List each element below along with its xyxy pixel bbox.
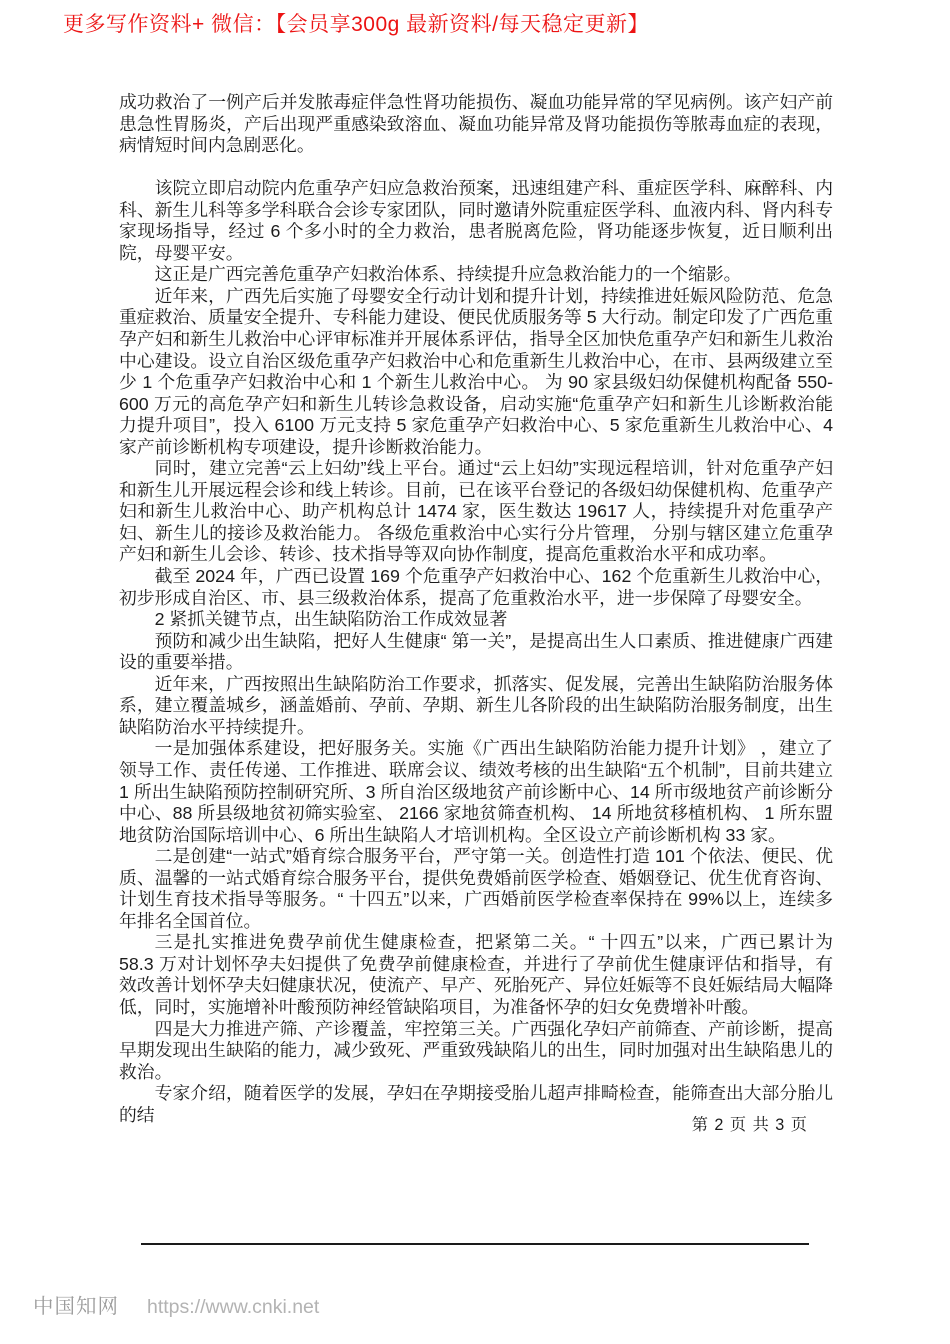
paragraph: 一是加强体系建设，把好服务关。实施《广西出生缺陷防治能力提升计划》 ，建立了领导工作、责任传递、工作推进、联席会议、绩效考核的出生缺陷“五个机制”，目前共建立 1 所出生缺陷预防控制研究所、3 所自治区级地贫产前诊断中心、14 所市级地贫产前诊断分中心、88 所县级地贫初筛实验室、 2166 家地贫筛查机构、 14 所地贫移植机构、 1 所东盟地贫防治国际培训中心、6 所出生缺陷人才培训机构。全区设立产前诊断机构 33 家。 bbox=[119, 738, 833, 845]
paragraph: 成功救治了一例产后并发脓毒症伴急性肾功能损伤、凝血功能异常的罕见病例。该产妇产前患急性胃肠炎，产后出现严重感染致溶血、凝血功能异常及肾功能损伤等脓毒血症的表现，病情短时间内急剧恶化。 bbox=[119, 92, 833, 156]
document-body bbox=[119, 92, 833, 1126]
paragraph: 四是大力推进产筛、产诊覆盖，牢控第三关。广西强化孕妇产前筛查、产前诊断，提高早期发现出生缺陷的能力，减少致死、严重致残缺陷儿的出生，同时加强对出生缺陷患儿的救治。 bbox=[119, 1018, 833, 1082]
section-heading: 2 紧抓关键节点，出生缺陷防治工作成效显著 bbox=[154, 609, 508, 630]
paragraph: 近年来，广西按照出生缺陷防治工作要求，抓落实、促发展，完善出生缺陷防治服务体系，建立覆盖城乡，涵盖婚前、孕前、孕期、新生儿各阶段的出生缺陷防治服务制度，出生缺陷防治水平持续提升。 bbox=[119, 673, 833, 737]
cnki-watermark bbox=[33, 1289, 319, 1319]
paragraph: 二是创建“一站式”婚育综合服务平台，严守第一关。创造性打造 101 个依法、便民、优质、温馨的一站式婚育综合服务平台，提供免费婚前医学检查、婚姻登记、优生优育咨询、计划生育技术指导等服务。“ 十四五”以来，广西婚前医学检查率保持在 99%以上，连续多年排名全国首位。 bbox=[119, 846, 833, 931]
promo-banner-text: 更多写作资料+ 微信：【会员享300g 最新资料/每天稳定更新】 bbox=[63, 13, 649, 36]
paragraph: 截至 2024 年，广西已设置 169 个危重孕产妇救治中心、162 个危重新生儿救治中心，初步形成自治区、市、县三级救治体系，提高了危重救治水平，进一步保障了母婴安全。 bbox=[119, 566, 833, 608]
cnki-url: https://www.cnki.net bbox=[147, 1296, 320, 1318]
page-number: 第 2 页 共 3 页 bbox=[691, 1116, 808, 1134]
paragraph: 近年来，广西先后实施了母婴安全行动计划和提升计划，持续推进妊娠风险防范、危急重症救治、质量安全提升、专科能力建设、便民优质服务等 5 大行动。制定印发了广西危重孕产妇和新生儿救治中心评审标准并开展体系评估，指导全区加快危重孕产妇和新生儿救治中心建设。设立自治区级危重孕产妇救治中心和危重新生儿救治中心，在市、县两级建立至少 1 个危重孕产妇救治中心和 1 个新生儿救治中心。 为 90 家县级妇幼保健机构配备 550-600 万元的高危孕产妇和新生儿转诊急救设备，启动实施“危重孕产妇和新生儿诊断救治能力提升项目”，投入 6100 万元支持 5 家危重孕产妇救治中心、5 家危重新生儿救治中心、4 家产前诊断机构专项建设，提升诊断救治能力。 bbox=[119, 285, 833, 457]
paragraph: 同时，建立完善“云上妇幼”线上平台。通过“云上妇幼”实现远程培训，针对危重孕产妇和新生儿开展远程会诊和线上转诊。目前，已在该平台登记的各级妇幼保健机构、危重孕产妇和新生儿救治中心、助产机构总计 1474 家，医生数达 19617 人，持续提升对危重孕产妇、新生儿的接诊及救治能力。 各级危重救治中心实行分片管理， 分别与辖区建立危重孕产妇和新生儿会诊、转诊、技术指导等双向协作制度，提高危重救治水平和成功率。 bbox=[119, 458, 833, 565]
paragraph: 预防和减少出生缺陷，把好人生健康“ 第一关”，是提高出生人口素质、推进健康广西建设的重要举措。 bbox=[119, 630, 833, 673]
paragraph: 专家介绍，随着医学的发展，孕妇在孕期接受胎儿超声排畸检查，能筛查出大部分胎儿的结 bbox=[119, 1083, 833, 1125]
footer-divider bbox=[141, 1243, 809, 1245]
paragraph: 三是扎实推进免费孕前优生健康检查，把紧第二关。“ 十四五”以来，广西已累计为 58.3 万对计划怀孕夫妇提供了免费孕前健康检查，并进行了孕前优生健康评估和指导，有效改善计划怀孕夫妇健康状况，使流产、早产、死胎死产、异位妊娠等不良妊娠结局大幅降低，同时，实施增补叶酸预防神经管缺陷项目，为准备怀孕的妇女免费增补叶酸。 bbox=[119, 932, 833, 1017]
paragraph: 该院立即启动院内危重孕产妇应急救治预案，迅速组建产科、重症医学科、麻醉科、内科、新生儿科等多学科联合会诊专家团队，同时邀请外院重症医学科、血液内科、肾内科专家现场指导，经过 6 个多小时的全力救治，患者脱离危险，肾功能逐步恢复，近日顺利出院，母婴平安。 bbox=[119, 178, 833, 263]
cnki-logo-text: 中国知网 bbox=[33, 1295, 119, 1318]
paragraph: 这正是广西完善危重孕产妇救治体系、持续提升应急救治能力的一个缩影。 bbox=[154, 264, 742, 285]
